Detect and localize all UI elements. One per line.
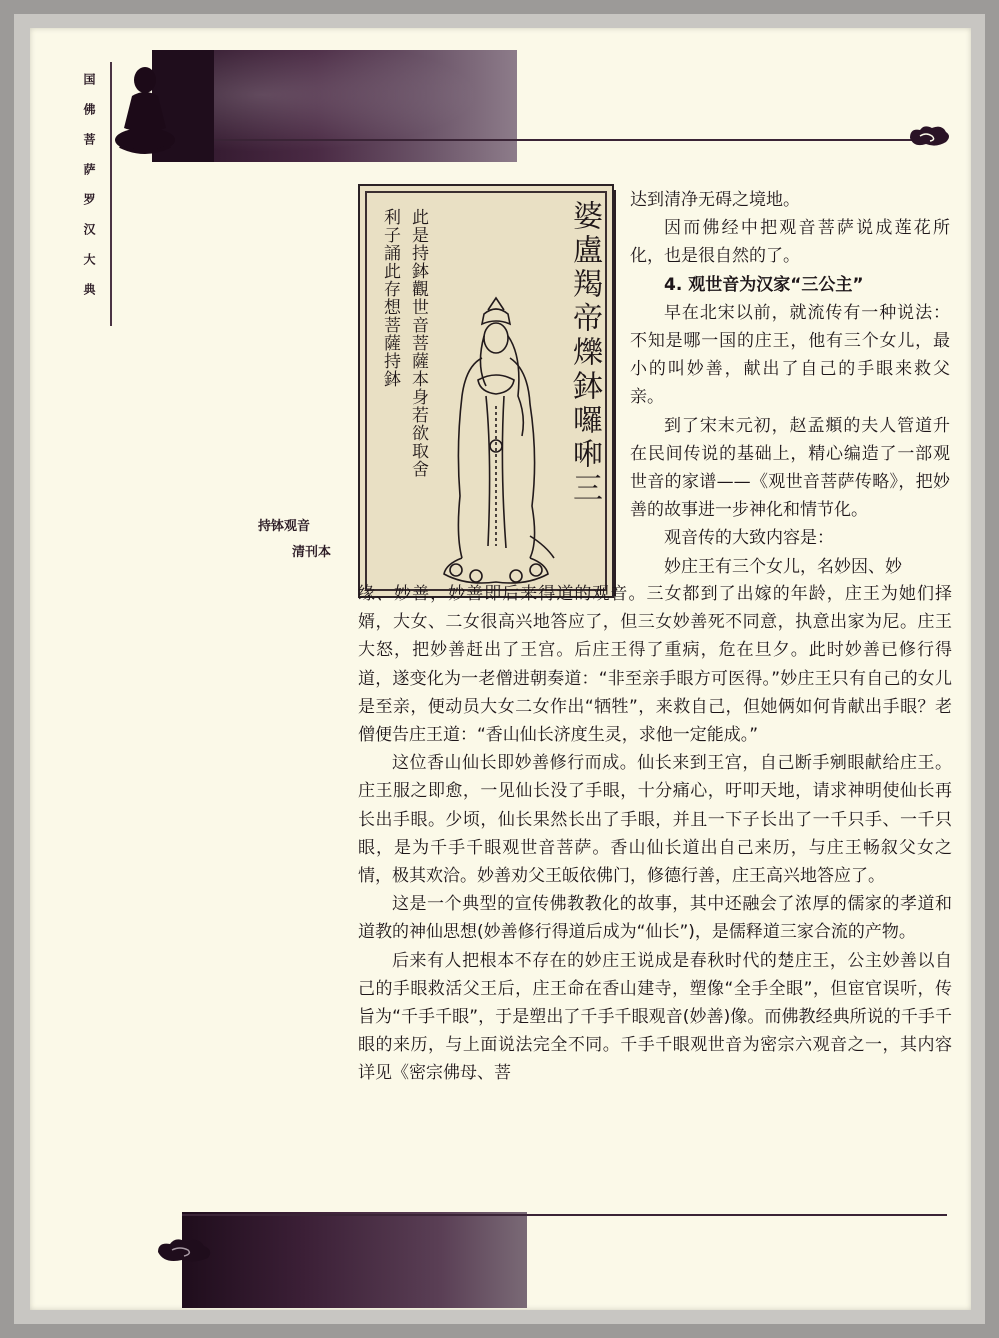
side-rule — [110, 62, 112, 326]
column-rule — [614, 190, 616, 596]
footer-band — [182, 1212, 527, 1308]
page-frame — [14, 14, 985, 1324]
figure-caption-source: 清刊本 — [292, 545, 332, 560]
illustration-caption: 此是持鉢觀世音菩薩本身若欲取舍利子誦此存想菩薩持鉢 — [380, 208, 428, 478]
right-text-column — [630, 186, 950, 581]
header-rule — [214, 139, 919, 141]
section-heading: 4. 观世音为汉家“三公主” — [664, 274, 864, 295]
book-side-title: 国佛菩萨罗汉大典 — [82, 73, 96, 313]
illustration-title: 婆盧羯帝爍鉢囉啝三 — [567, 200, 602, 506]
figure-caption-title: 持钵观音 — [258, 519, 311, 534]
paragraph: 早在北宋以前，就流传有一种说法：不知是哪一国的庄王，他有三个女儿，最小的叫妙善，献出了自己的手眼来救父亲。 — [630, 302, 950, 408]
paragraph: 达到清净无碍之境地。 — [630, 190, 800, 210]
paragraph: 到了宋末元初，赵孟頫的夫人管道升在民间传说的基础上，精心编造了一部观世音的家谱——《观世音菩萨传略》，把妙善的故事进一步神化和情节化。 — [630, 415, 950, 521]
paragraph: 因而佛经中把观音菩萨说成莲花所化，也是很自然的了。 — [630, 218, 950, 267]
paragraph: 观音传的大致内容是： — [664, 528, 834, 549]
cloud-ornament-icon — [906, 124, 952, 148]
paragraph: 这位香山仙长即妙善修行而成。仙长来到王宫，自己断手剜眼献给庄王。庄王服之即愈，一见仙长没了手眼，十分痛心，吁叩天地，请求神明使仙长再长出手眼。少顷，仙长果然长出了手眼，并且一下子长出了一千只手、一千只眼，是为千手千眼观世音菩萨。香山仙长道出自己来历，与庄王畅叙父女之情，极其欢洽。妙善劝父王皈依佛门，修德行善，庄王高兴地答应了。 — [358, 753, 952, 887]
guanyin-woodblock-illustration — [358, 184, 614, 598]
paragraph: 妙庄王有三个女儿，名妙因、妙 — [664, 556, 902, 577]
main-text-column — [358, 580, 952, 1088]
paper — [30, 28, 971, 1310]
figure-caption — [226, 514, 346, 566]
seated-buddha-icon — [112, 58, 178, 158]
paragraph: 缘、妙善，妙善即后来得道的观音。三女都到了出嫁的年龄，庄王为她们择婿，大女、二女很高兴地答应了，但三女妙善死不同意，执意出家为尼。庄王大怒，把妙善赶出了王宫。后庄王得了重病，危在旦夕。此时妙善已修行得道，遂变化为一老僧进朝奏道：“非至亲手眼方可医得。”妙庄王只有自己的女儿是至亲，便动员大女二女作出“牺牲”，来救自己，但她俩如何肯献出手眼？老僧便告庄王道：“香山仙长济度生灵，求他一定能成。” — [358, 584, 952, 746]
paragraph: 这是一个典型的宣传佛教教化的故事，其中还融会了浓厚的儒家的孝道和道教的神仙思想(妙善修行得道后成为“仙长”)，是儒释道三家合流的产物。 — [358, 894, 952, 943]
cloud-ornament-icon — [154, 1236, 216, 1264]
paragraph: 后来有人把根本不存在的妙庄王说成是春秋时代的楚庄王，公主妙善以自己的手眼救活父王后，庄王命在香山建寺，塑像“全手全眼”，但宦官误听，传旨为“千手千眼”，于是塑出了千手千眼观音(妙善)像。而佛教经典所说的千手千眼的来历，与上面说法完全不同。千手千眼观世音为密宗六观音之一，其内容详见《密宗佛母、菩 — [358, 950, 952, 1084]
guanyin-figure-icon — [426, 296, 566, 586]
footer-rule — [182, 1214, 947, 1216]
